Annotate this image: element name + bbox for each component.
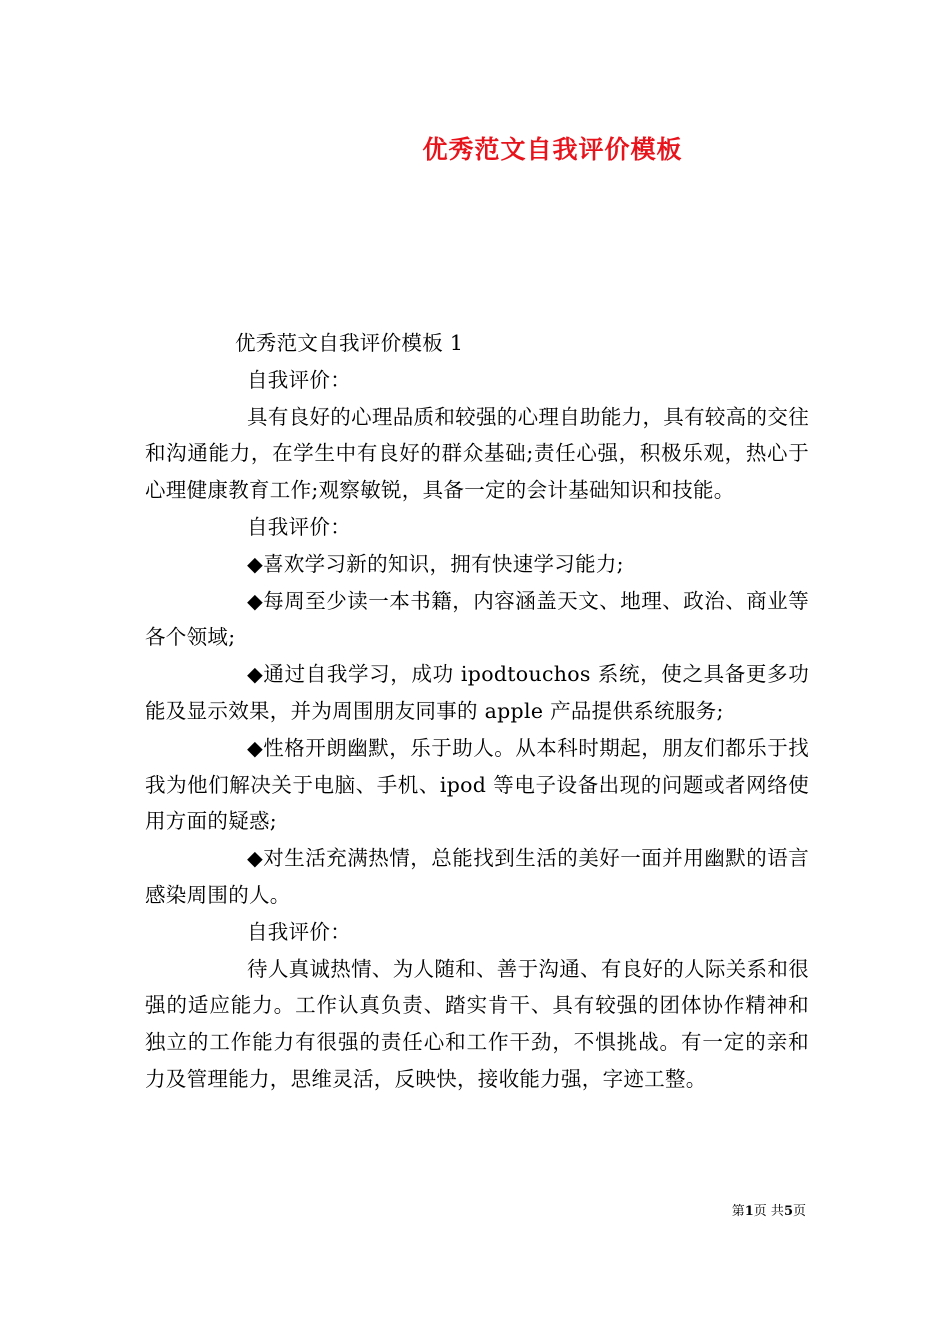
- paragraph-8: ◆对生活充满热情，总能找到生活的美好一面并用幽默的语言感染周围的人。: [145, 846, 809, 907]
- paragraph-1: 自我评价：: [247, 367, 351, 392]
- paragraph-7: ◆性格开朗幽默，乐于助人。从本科时期起，朋友们都乐于找我为他们解决关于电脑、手机、ipod 等电子设备出现的问题或者网络使用方面的疑惑;: [145, 735, 809, 834]
- paragraph-3: 自我评价：: [247, 514, 351, 539]
- page-number-footer: [650, 1203, 806, 1221]
- footer-current-page: 1: [744, 1204, 754, 1219]
- paragraph-2: 具有良好的心理品质和较强的心理自助能力，具有较高的交往和沟通能力，在学生中有良好的群众基础;责任心强，积极乐观，热心于心理健康教育工作;观察敏锐，具备一定的会计基础知识和技能。: [145, 404, 809, 503]
- footer-total-pages: 5: [783, 1204, 793, 1219]
- paragraph-9: 自我评价：: [247, 919, 351, 944]
- paragraph-10: 待人真诚热情、为人随和、善于沟通、有良好的人际关系和很强的适应能力。工作认真负责、踏实肯干、具有较强的团体协作精神和独立的工作能力有很强的责任心和工作干劲，不惧挑战。有一定的亲和力及管理能力，思维灵活，反映快，接收能力强，字迹工整。: [145, 956, 809, 1091]
- paragraph-4: ◆喜欢学习新的知识，拥有快速学习能力;: [247, 551, 624, 576]
- document-body: [145, 325, 809, 1098]
- footer-middle: 页 共: [753, 1204, 784, 1219]
- paragraph-5: ◆每周至少读一本书籍，内容涵盖天文、地理、政治、商业等各个领域;: [145, 588, 809, 650]
- footer-prefix: 第: [731, 1204, 745, 1219]
- paragraph-6: ◆通过自我学习，成功 ipodtouchos 系统，使之具备更多功能及显示效果，并为周围朋友同事的 apple 产品提供系统服务;: [145, 662, 809, 723]
- footer-suffix: 页: [792, 1204, 806, 1219]
- document-title: 优秀范文自我评价模板: [422, 135, 683, 164]
- section-subheading: 优秀范文自我评价模板 1: [235, 331, 464, 355]
